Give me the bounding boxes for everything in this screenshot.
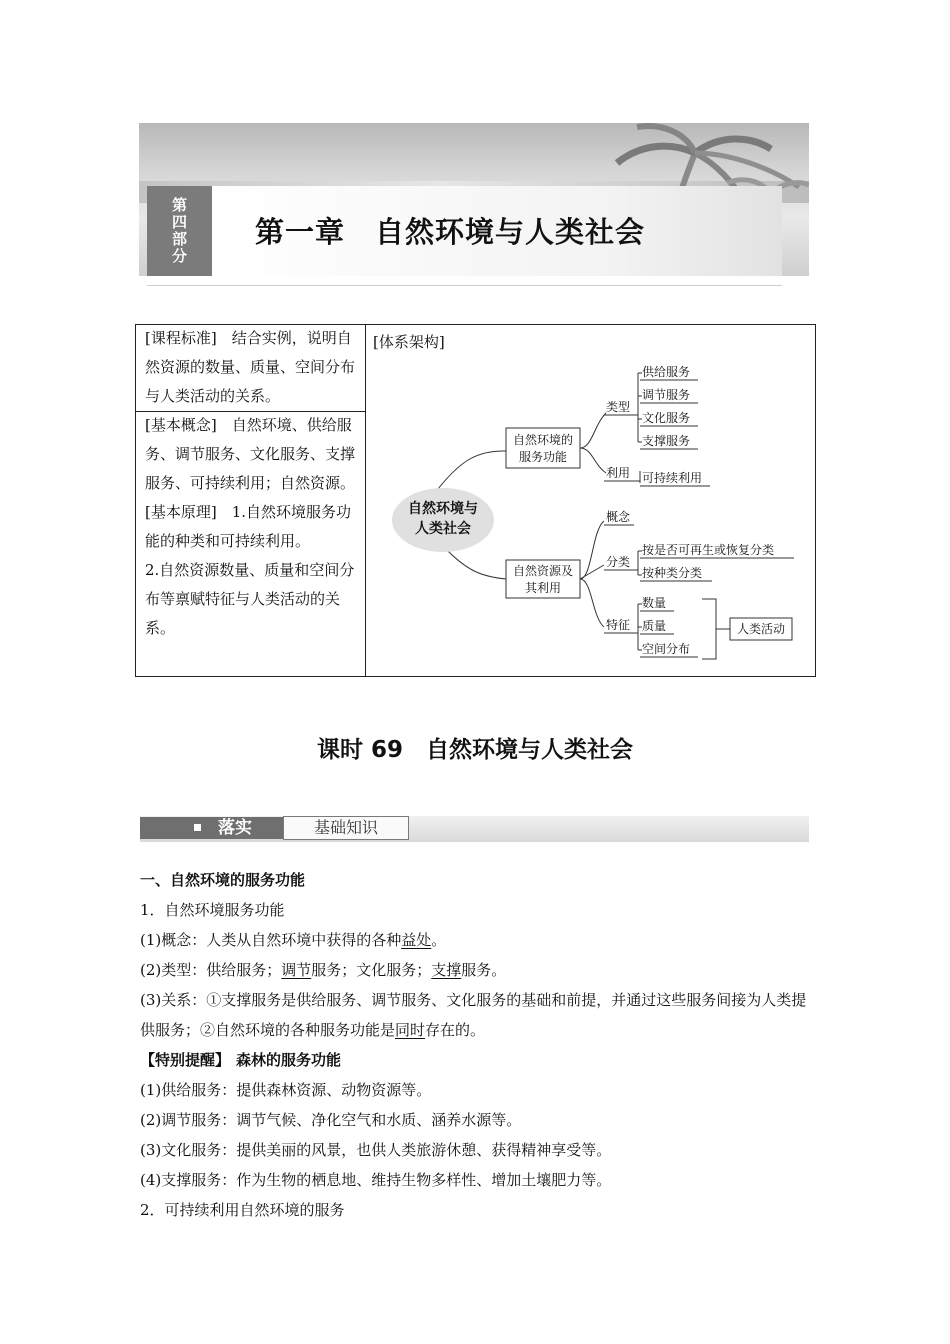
tip-label: 【特别提醒】: [140, 1051, 231, 1069]
type-pre: (2)类型：供给服务；: [140, 961, 282, 979]
concept-blank: 益处: [401, 931, 432, 949]
mindmap-classify-item-1: 按是否可再生或恢复分类: [642, 543, 775, 557]
relation-post: 存在的。: [425, 1021, 486, 1039]
type-blank-2: 支撑: [431, 961, 462, 979]
relation-pre: (3)关系：①支撑服务是供给服务、调节服务、文化服务的基础和前提，并通过这些服务间接为人类提供服务；②自然环境的各种服务功能是: [140, 991, 807, 1039]
forest-item-2: (2)调节服务：调节气候、净化空气和水质、涵养水源等。: [140, 1111, 522, 1129]
mindmap-feature-item-1: 数量: [642, 596, 667, 610]
type-post: 服务。: [461, 961, 507, 979]
curriculum-text: 结合实例，说明自然资源的数量、质量、空间分布与人类活动的关系。: [145, 329, 356, 405]
curriculum-cell: [145, 324, 359, 411]
mindmap-center-line1: 自然环境与: [408, 501, 478, 517]
mindmap-classify-item-2: 按种类分类: [642, 566, 703, 580]
mindmap-type-label: 类型: [606, 400, 631, 414]
section-dark-label: 落实: [218, 818, 252, 838]
section-heading: 一、自然环境的服务功能: [140, 871, 306, 889]
mindmap-branch2-line2: 其利用: [524, 581, 562, 595]
content-body: [140, 865, 812, 1225]
relation-blank: 同时: [395, 1021, 426, 1039]
mindmap-use-item: 可持续利用: [642, 471, 703, 485]
mindmap-use-bracket: [634, 471, 640, 483]
mindmap-feature-item-3: 空间分布: [642, 642, 691, 656]
mindmap-activity-bracket: [702, 599, 730, 659]
forest-item-3: (3)文化服务：提供美丽的风景，也供人类旅游休憩、获得精神享受等。: [140, 1141, 612, 1159]
mindmap-type-item-3: 文化服务: [642, 411, 691, 425]
mindmap-use-label: 利用: [606, 466, 631, 480]
tip-title: 森林的服务功能: [236, 1051, 342, 1069]
forest-item-4: (4)支撑服务：作为生物的栖息地、维持生物多样性、增加土壤肥力等。: [140, 1171, 612, 1189]
mindmap-link-branch2: [444, 547, 507, 579]
mindmap-center-line2: 人类社会: [415, 521, 471, 537]
mindmap-concept-label: 概念: [606, 510, 631, 524]
concepts-label: [基本概念]: [145, 416, 217, 434]
type-blank-1: 调节: [281, 961, 312, 979]
square-bullet-icon: [194, 824, 201, 831]
mindmap-branch1-line1: 自然环境的: [512, 433, 574, 447]
curriculum-label: [课程标准]: [145, 329, 217, 347]
concepts-text: 自然环境、供给服务、调节服务、文化服务、支撑服务、可持续利用；自然资源。: [145, 416, 356, 492]
mindmap-type-item-4: 支撑服务: [642, 434, 691, 448]
part-label-box: [147, 186, 212, 276]
mindmap-feature-label: 特征: [606, 618, 631, 632]
section-bar-dark: [140, 817, 283, 839]
mindmap-branch1-split: [580, 413, 606, 473]
forest-item-1: (1)供给服务：提供森林资源、动物资源等。: [140, 1081, 432, 1099]
tip-heading: [140, 1045, 812, 1075]
concept-line: [140, 925, 812, 955]
section-light-label: 基础知识: [283, 816, 409, 840]
chapter-title: 第一章 自然环境与人类社会: [255, 215, 646, 249]
type-line: [140, 955, 812, 985]
mindmap-activity-label: 人类活动: [736, 622, 786, 636]
principles-label: [基本原理]: [145, 503, 217, 521]
framework-label: [体系架构]: [373, 333, 445, 351]
mindmap-type-item-2: 调节服务: [642, 388, 691, 402]
mindmap-diagram: [366, 325, 814, 675]
type-mid: 服务；文化服务；: [311, 961, 432, 979]
banner-underline: [147, 285, 782, 286]
mindmap-classify-label: 分类: [606, 555, 631, 569]
concept-post: 。: [431, 931, 447, 949]
mindmap-classify-bracket: [634, 551, 642, 575]
principles-item2: 2.自然资源数量、质量和空间分布等禀赋特征与人类活动的关系。: [145, 561, 355, 637]
item1-title: 1．自然环境服务功能: [140, 901, 285, 919]
mindmap-type-item-1: 供给服务: [642, 365, 691, 379]
mindmap-link-branch1: [438, 451, 507, 489]
item2-title: 2．可持续利用自然环境的服务: [140, 1201, 345, 1219]
mindmap-branch2-line1: 自然资源及: [512, 564, 574, 578]
mindmap-branch2-split: [580, 521, 604, 627]
part-label: 第四部分: [171, 196, 187, 265]
mindmap-branch1-line2: 服务功能: [518, 450, 568, 464]
relation-line: [140, 985, 812, 1045]
lesson-title: 课时 69 自然环境与人类社会: [316, 737, 633, 763]
mindmap-feature-item-2: 质量: [642, 619, 667, 633]
concept-pre: (1)概念：人类从自然环境中获得的各种: [140, 931, 402, 949]
mindmap-center-node: [392, 488, 494, 552]
mindmap-type-bracket: [634, 373, 642, 442]
concepts-principles-cell: [145, 411, 359, 643]
principles-item1: 1.自然环境服务功能的种类和可持续利用。: [145, 503, 352, 550]
